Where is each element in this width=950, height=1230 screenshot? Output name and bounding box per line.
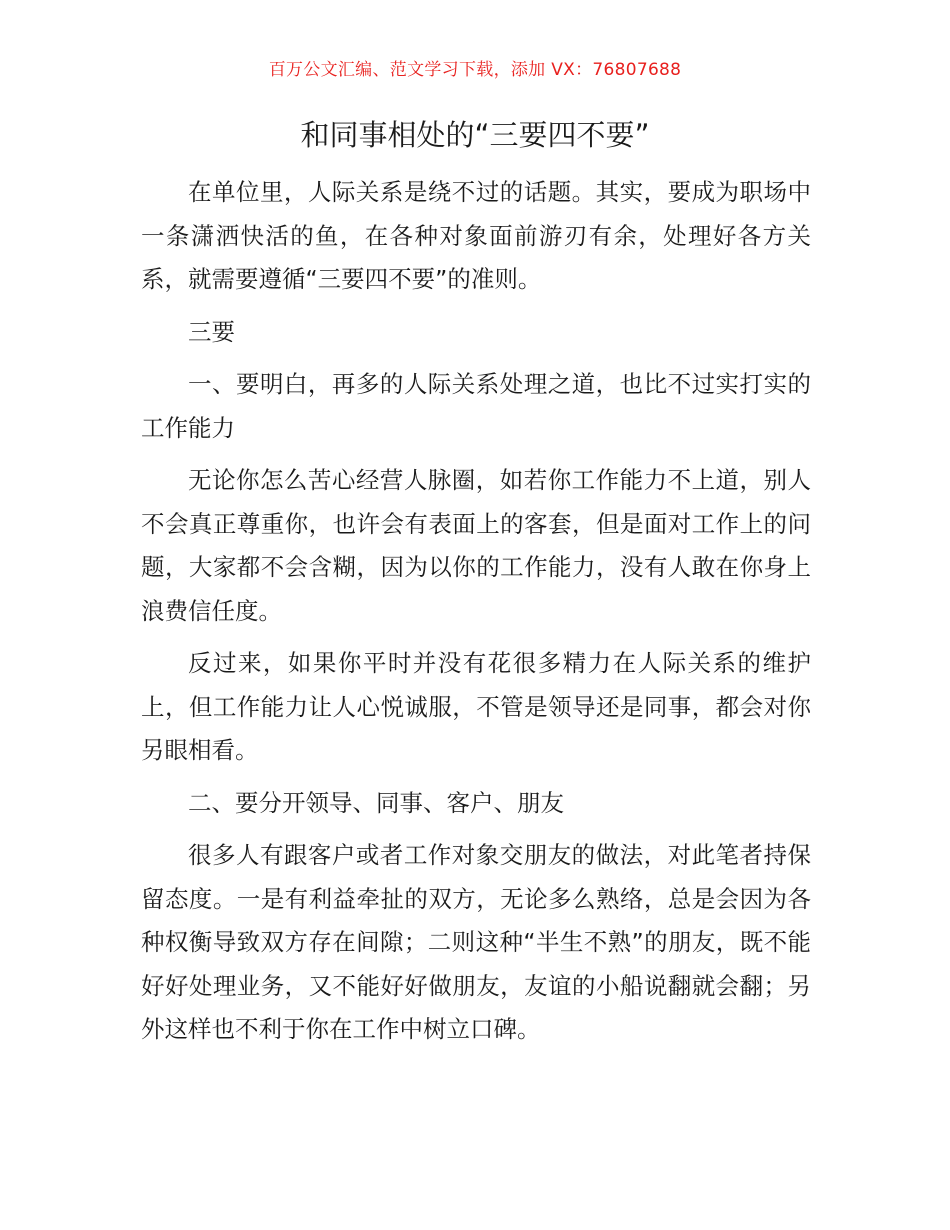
- body-paragraph-work-ability: 无论你怎么苦心经营人脉圈，如若你工作能力不上道，别人不会真正尊重你，也许会有表面上的客套，但是面对工作上的问题，大家都不会含糊，因为以你的工作能力，没有人敢在你身上浪费信任度。: [141, 466, 811, 625]
- header-promo-note: 百万公文汇编、范文学习下载，添加 VX：76807688: [268, 60, 682, 80]
- subheading-separate-relations: 二、要分开领导、同事、客户、朋友: [188, 788, 564, 817]
- body-paragraph-clients-friends: 很多人有跟客户或者工作对象交朋友的做法，对此笔者持保留态度。一是有利益牵扯的双方，无论多么熟络，总是会因为各种权衡导致双方存在间隙；二则这种“半生不熟”的朋友，既不能好好处理业务，又不能好好做朋友，友谊的小船说翻就会翻；另外这样也不利于你在工作中树立口碑。: [141, 841, 811, 1043]
- subheading-work-ability: 一、要明白，再多的人际关系处理之道，也比不过实打实的工作能力: [141, 370, 811, 442]
- section-heading-three-dos: 三要: [188, 317, 235, 346]
- body-paragraph-conversely: 反过来，如果你平时并没有花很多精力在人际关系的维护上，但工作能力让人心悦诚服，不管是领导还是同事，都会对你另眼相看。: [141, 649, 811, 764]
- body-paragraph-intro: 在单位里，人际关系是绕不过的话题。其实，要成为职场中一条潇洒快活的鱼，在各种对象面前游刃有余，处理好各方关系，就需要遵循“三要四不要”的准则。: [141, 178, 811, 293]
- document-body: [141, 171, 811, 1061]
- document-title: 和同事相处的“三要四不要”: [300, 118, 650, 152]
